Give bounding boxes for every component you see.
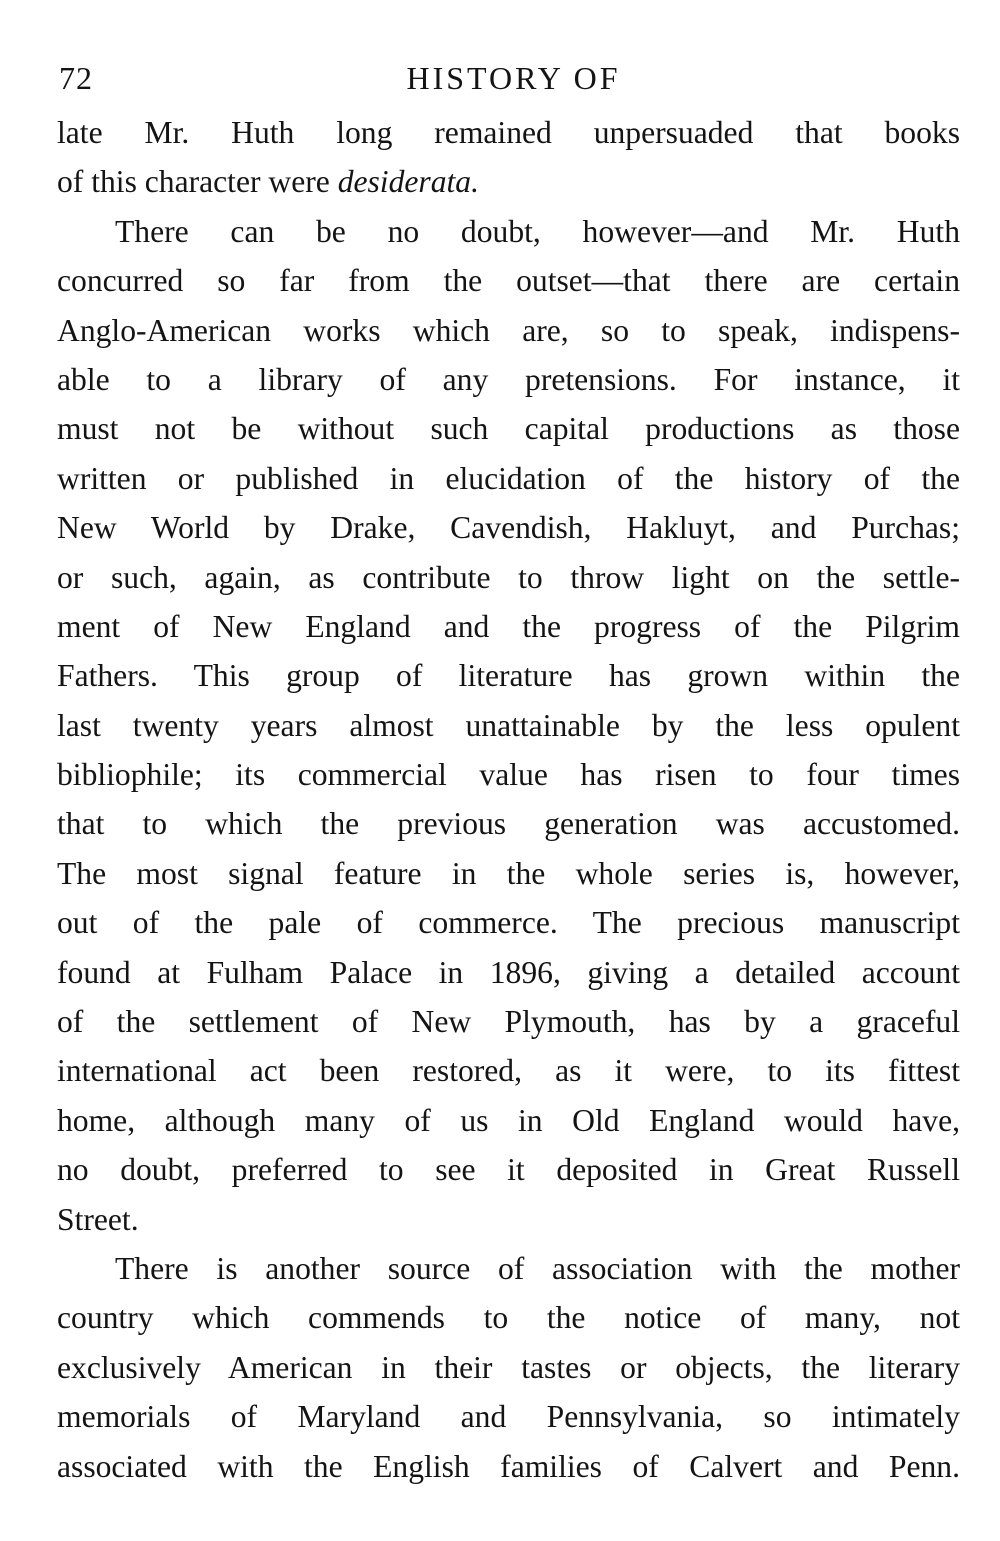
text-line: last twenty years almost unattainable by the less opulent: [57, 707, 960, 743]
text-line: must not be without such capital productions as those: [57, 411, 960, 447]
text-segment: of this character were: [57, 164, 338, 200]
running-title: HISTORY OF: [406, 60, 621, 96]
text-line: no doubt, preferred to see it deposited in Great Russell: [57, 1152, 960, 1188]
text-line: associated with the English families of Calvert and Penn.: [57, 1448, 960, 1484]
text-line: exclusively American in their tastes or objects, the literary: [57, 1349, 960, 1385]
text-line: home, although many of us in Old England would have,: [57, 1102, 960, 1138]
text-line: The most signal feature in the whole series is, however,: [57, 855, 960, 891]
text-line: There can be no doubt, however—and Mr. Huth: [115, 213, 960, 249]
text-line: that to which the previous generation was accustomed.: [57, 806, 960, 842]
running-head: [57, 58, 960, 108]
text-line: country which commends to the notice of many, not: [57, 1300, 960, 1336]
text-line: written or published in elucidation of the history of the: [57, 460, 960, 496]
text-line: There is another source of association with the mother: [115, 1250, 960, 1286]
text-line: of the settlement of New Plymouth, has by a graceful: [57, 1004, 960, 1040]
text-line: bibliophile; its commercial value has risen to four times: [57, 757, 960, 793]
text-line: New World by Drake, Cavendish, Hakluyt, and Purchas;: [57, 510, 960, 546]
paragraph-3: [57, 1244, 960, 1491]
body-text: [57, 108, 960, 1491]
italic-word: desiderata.: [337, 164, 479, 200]
paragraph-1: [57, 108, 960, 207]
text-line: international act been restored, as it were, to its fittest: [57, 1053, 960, 1089]
text-line: Anglo-American works which are, so to speak, indispens-: [57, 312, 960, 348]
paragraph-2: [57, 207, 960, 1244]
text-line: found at Fulham Palace in 1896, giving a detailed account: [57, 954, 960, 990]
text-line: [57, 157, 960, 206]
text-line: Fathers. This group of literature has grown within the: [57, 658, 960, 694]
text-line: memorials of Maryland and Pennsylvania, so intimately: [57, 1399, 960, 1435]
text-line: late Mr. Huth long remained unpersuaded that books: [57, 115, 960, 150]
text-line: or such, again, as contribute to throw light on the settle-: [57, 559, 960, 595]
page-number: 72: [59, 60, 93, 96]
text-line: able to a library of any pretensions. For instance, it: [57, 361, 960, 397]
text-line: concurred so far from the outset—that there are certain: [57, 263, 960, 299]
book-page: [57, 58, 960, 1491]
text-line: ment of New England and the progress of the Pilgrim: [57, 608, 960, 644]
text-line: Street.: [57, 1201, 139, 1237]
text-line: out of the pale of commerce. The precious manuscript: [57, 905, 960, 941]
